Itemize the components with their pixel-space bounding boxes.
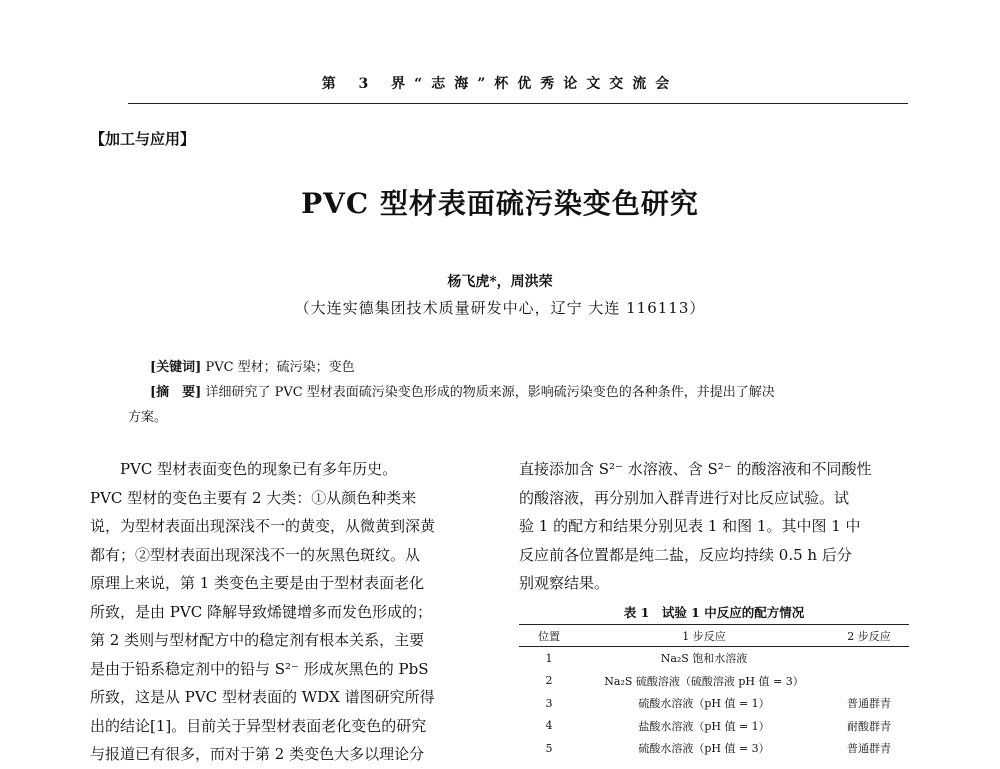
table-cell: 普通群青 [847, 742, 891, 756]
body-line: 验 1 的配方和结果分别见表 1 和图 1。其中图 1 中 [519, 517, 861, 535]
table-cell: 普通群青 [847, 697, 891, 711]
table-row [519, 737, 909, 760]
body-line: PVC 型材表面变色的现象已有多年历史。 [90, 460, 398, 478]
body-line: PVC 型材的变色主要有 2 大类：①从颜色种类来 [90, 488, 417, 507]
body-line: 说，为型材表面出现深浅不一的黄变，从微黄到深黄 [90, 517, 436, 535]
table-header-cell: 位置 [538, 629, 560, 643]
body-line: 第 2 类则与型材配方中的稳定剂有根本关系，主要 [90, 631, 425, 649]
table-cell: 硫酸水溶液（pH 值 = 1） [638, 697, 770, 711]
table-caption: 表 1 试验 1 中反应的配方情况 [623, 605, 805, 620]
affiliation: （大连实德集团技术质量研发中心，辽宁 大连 116113） [294, 299, 706, 317]
body-line: 是由于铅系稳定剂中的铅与 S²⁻ 形成灰黑色的 PbS [90, 659, 429, 678]
abstract-text-1: 详细研究了 PVC 型材表面硫污染变色形成的物质来源，影响硫污染变色的各种条件，并提出了解决 [205, 385, 775, 400]
table-cell: 耐酸群青 [847, 719, 891, 733]
keywords [150, 356, 355, 375]
table-cell: 硫酸水溶液（pH 值 = 3） [638, 742, 770, 756]
abstract-text-2: 方案。 [128, 410, 168, 425]
table-cell: 1 [545, 651, 553, 665]
abstract-label: [摘 要] [150, 385, 202, 400]
body-line: 别观察结果。 [519, 574, 610, 592]
table-cell [829, 647, 909, 670]
table-row [519, 670, 909, 693]
body-line: 直接添加含 S²⁻ 水溶液、含 S²⁻ 的酸溶液和不同酸性 [519, 460, 872, 478]
table-row [519, 692, 909, 715]
body-line: 与报道已有很多，而对于第 2 类变色大多以理论分 [90, 745, 425, 763]
table-header-cell: 2 步反应 [847, 629, 891, 643]
table-cell: Na₂S 饱和水溶液 [660, 652, 748, 666]
table-cell: Na₂S 硫酸溶液（硫酸溶液 pH 值 = 3） [604, 674, 804, 688]
table-cell: 3 [545, 696, 553, 710]
body-line: 所致，这是从 PVC 型材表面的 WDX 谱图研究所得 [90, 688, 435, 706]
table-row [519, 647, 909, 670]
running-header: 第 3 界“志海”杯优秀论文交流会 [321, 76, 679, 92]
section-tag: 【加工与应用】 [90, 130, 196, 148]
table-row [519, 715, 909, 738]
abstract [150, 381, 775, 400]
table-header-cell: 1 步反应 [682, 629, 726, 643]
table-cell: 4 [545, 719, 553, 733]
table-1 [519, 624, 909, 760]
body-right-column [519, 455, 914, 598]
paper-title: PVC 型材表面硫污染变色研究 [301, 187, 699, 220]
body-line: 原理上来说，第 1 类变色主要是由于型材表面老化 [90, 574, 425, 592]
header-rule [128, 103, 908, 104]
body-left-column [90, 455, 485, 769]
table-cell: 2 [545, 674, 553, 688]
table-cell: 盐酸水溶液（pH 值 = 1） [638, 719, 770, 733]
authors: 杨飞虎*，周洪荣 [447, 274, 553, 290]
body-line: 的酸溶液，再分别加入群青进行对比反应试验。试 [519, 488, 850, 507]
body-line: 所致，是由 PVC 降解导致烯键增多而发色形成的； [90, 602, 432, 621]
table-header-row [519, 625, 909, 647]
body-line: 反应前各位置都是纯二盐，反应均持续 0.5 h 后分 [519, 545, 852, 564]
table-cell: 5 [545, 741, 553, 755]
body-line: 出的结论[1]。目前关于异型材表面老化变色的研究 [90, 716, 427, 735]
keywords-label: [关键词] [150, 360, 202, 375]
table-cell [829, 670, 909, 693]
keywords-text: PVC 型材；硫污染；变色 [205, 360, 355, 375]
body-line: 都有；②型材表面出现深浅不一的灰黑色斑纹。从 [90, 545, 421, 564]
